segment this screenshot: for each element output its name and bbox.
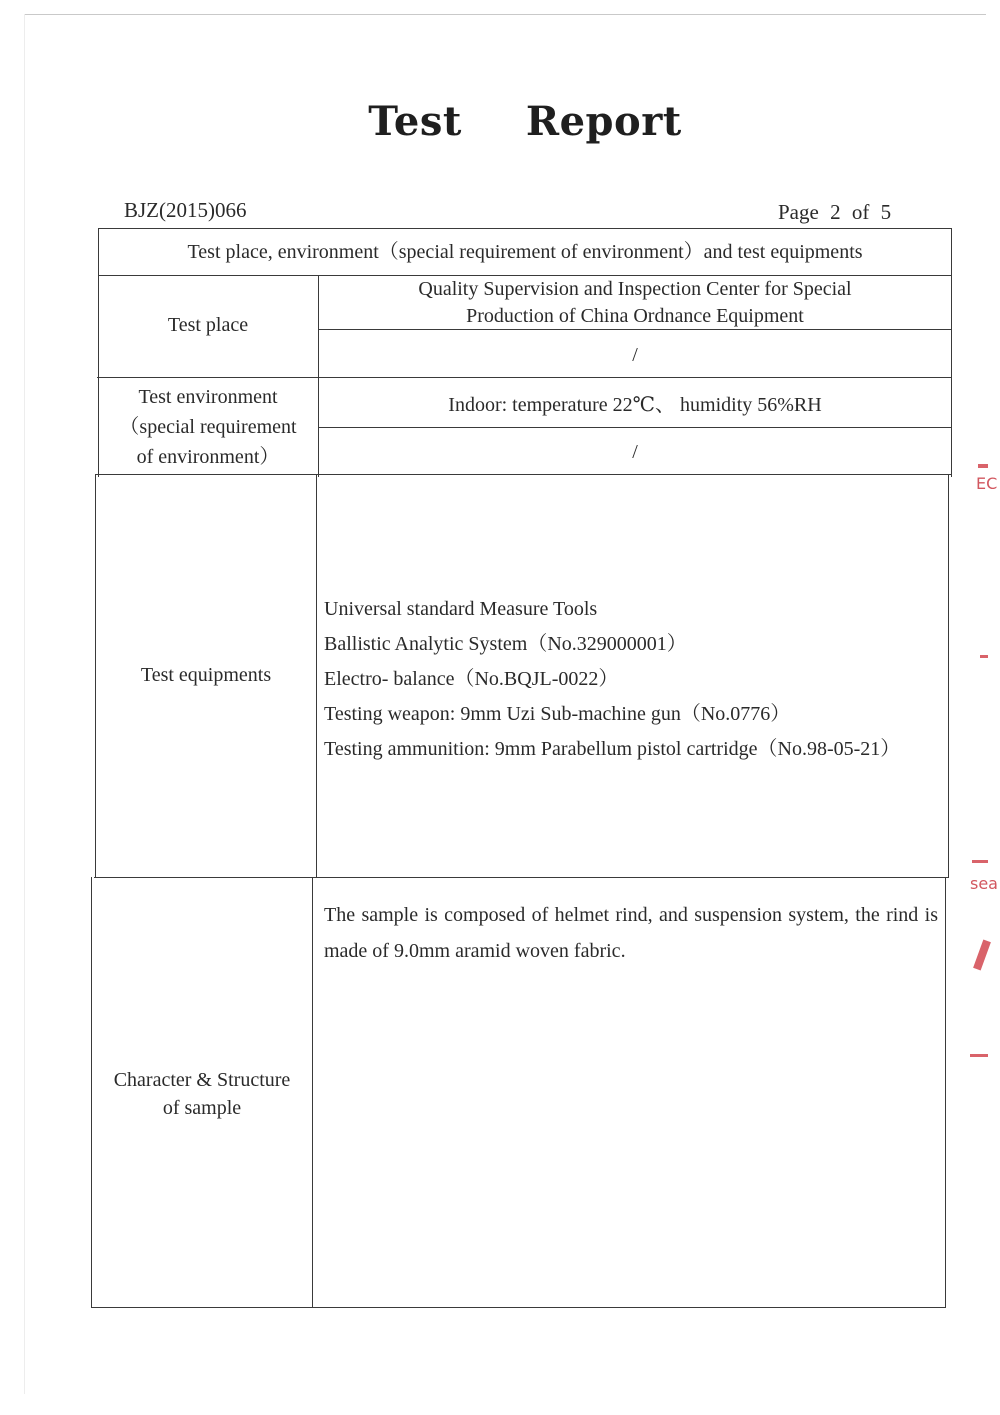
column-divider-lower (312, 877, 313, 1308)
environment-inner-divider (318, 427, 952, 428)
table-top-border (98, 228, 952, 229)
place-bottom-border (97, 377, 952, 378)
report-title (0, 98, 1000, 145)
test-equipments-label: Test equipments (140, 664, 272, 686)
right-border-middle (948, 474, 949, 878)
report-id: BJZ(2015)066 (124, 198, 247, 222)
top-border-rule (24, 14, 986, 15)
character-structure-description: The sample is composed of helmet rind, and suspension system, the rind is made of 9.0mm aramid woven fabric. (324, 904, 938, 962)
character-structure-label-line2: of sample (162, 1097, 242, 1119)
test-environment-label-line2: （special requirement (119, 416, 297, 438)
of-label: of (851, 200, 870, 224)
test-environment-value: Indoor: temperature 22℃、 humidity 56%RH (448, 394, 822, 416)
page-label: Page (778, 200, 819, 224)
left-edge-rule (24, 14, 25, 1394)
character-structure-label (92, 1066, 312, 1122)
test-environment-extra: / (632, 441, 638, 463)
title-word-test: Test (368, 98, 462, 145)
test-environment-label-line1: Test environment (138, 386, 278, 408)
stamp-fragment (973, 940, 991, 971)
test-equipments-list (324, 592, 944, 767)
character-structure-label-line1: Character & Structure (113, 1069, 291, 1091)
test-environment-label-line3: of environment） (136, 446, 280, 468)
stamp-fragment-text: EC (976, 474, 998, 493)
equipment-item: Testing weapon: 9mm Uzi Sub-machine gun（No.0776） (324, 703, 791, 725)
equipment-item: Electro- balance（No.BQJL-0022） (324, 668, 619, 690)
stamp-fragment-text: sea (970, 874, 998, 893)
column-divider-middle (316, 474, 317, 878)
stamp-fragment (978, 464, 988, 468)
equipment-item: Testing ammunition: 9mm Parabellum pistol cartridge（No.98-05-21） (324, 738, 901, 760)
test-place-extra: / (632, 344, 638, 366)
table-bottom-border (91, 1307, 946, 1308)
equipment-item: Ballistic Analytic System（No.329000001） (324, 633, 687, 655)
test-place-value-line1: Quality Supervision and Inspection Center for Special (418, 278, 852, 300)
page-number: 2 (830, 200, 841, 224)
equipment-item: Universal standard Measure Tools (324, 598, 598, 620)
section-header: Test place, environment（special requirement of environment）and test equipments (187, 241, 863, 263)
test-place-label: Test place (167, 314, 249, 336)
stamp-fragment (970, 1054, 988, 1057)
test-environment-label (98, 382, 318, 472)
test-place-value-line2: Production of China Ordnance Equipment (466, 305, 804, 327)
right-border-lower (945, 877, 946, 1308)
total-pages: 5 (880, 200, 892, 224)
stamp-fragment (972, 860, 988, 863)
page-indicator (778, 200, 891, 225)
equipments-bottom-border (94, 877, 949, 878)
stamp-fragment (980, 655, 988, 658)
test-place-value (318, 276, 952, 330)
environment-bottom-border (96, 474, 952, 475)
title-word-report: Report (525, 98, 682, 145)
